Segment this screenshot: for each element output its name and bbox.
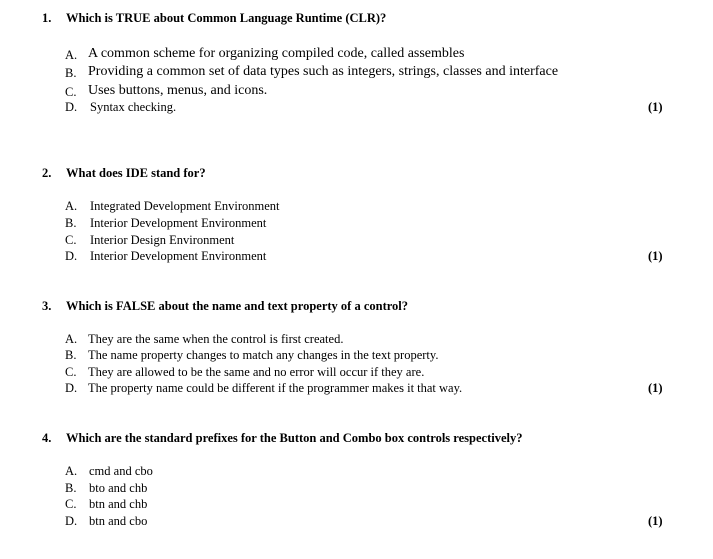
option-text: They are allowed to be the same and no error will occur if they are. bbox=[88, 365, 425, 379]
question-text: Which is TRUE about Common Language Runtime (CLR)? bbox=[66, 11, 387, 25]
option-text: Interior Development Environment bbox=[90, 216, 267, 230]
option-letter: A. bbox=[65, 48, 78, 62]
marks-label: (1) bbox=[648, 249, 663, 263]
option-letter: D. bbox=[65, 381, 78, 395]
option-letter: B. bbox=[65, 348, 77, 362]
option-text: btn and chb bbox=[89, 497, 148, 511]
question-number: 2. bbox=[42, 166, 52, 180]
option-letter: C. bbox=[65, 497, 77, 511]
option-text: Integrated Development Environment bbox=[90, 199, 280, 213]
marks-label: (1) bbox=[648, 100, 663, 114]
option-letter: B. bbox=[65, 216, 77, 230]
option-letter: C. bbox=[65, 365, 77, 379]
option-text: They are the same when the control is first created. bbox=[88, 332, 344, 346]
option-text: The name property changes to match any changes in the text property. bbox=[88, 348, 439, 362]
question-text: What does IDE stand for? bbox=[66, 166, 206, 180]
option-letter: B. bbox=[65, 481, 77, 495]
option-letter: C. bbox=[65, 233, 77, 247]
option-text: The property name could be different if the programmer makes it that way. bbox=[88, 381, 463, 395]
option-letter: B. bbox=[65, 66, 77, 80]
option-letter: A. bbox=[65, 332, 78, 346]
question-number: 3. bbox=[42, 299, 52, 313]
question-number: 4. bbox=[42, 431, 52, 445]
option-letter: D. bbox=[65, 249, 78, 263]
question-number: 1. bbox=[42, 11, 52, 25]
option-text: Interior Design Environment bbox=[90, 233, 235, 247]
marks-label: (1) bbox=[648, 514, 663, 528]
question-text: Which is FALSE about the name and text property of a control? bbox=[66, 299, 409, 313]
option-letter: C. bbox=[65, 85, 77, 99]
marks-label: (1) bbox=[648, 381, 663, 395]
option-text: cmd and cbo bbox=[89, 464, 153, 478]
option-letter: D. bbox=[65, 514, 78, 528]
option-text: Interior Development Environment bbox=[90, 249, 267, 263]
option-letter: A. bbox=[65, 464, 78, 478]
option-text: Syntax checking. bbox=[90, 100, 177, 114]
option-text: Providing a common set of data types such as integers, strings, classes and interface bbox=[88, 64, 559, 79]
option-text: btn and cbo bbox=[89, 514, 148, 528]
question-text: Which are the standard prefixes for the Button and Combo box controls respectively? bbox=[66, 431, 523, 445]
option-letter: A. bbox=[65, 199, 78, 213]
option-text: Uses buttons, menus, and icons. bbox=[88, 83, 268, 98]
option-letter: D. bbox=[65, 100, 78, 114]
option-text: bto and chb bbox=[89, 481, 148, 495]
option-text: A common scheme for organizing compiled code, called assembles bbox=[88, 46, 465, 61]
